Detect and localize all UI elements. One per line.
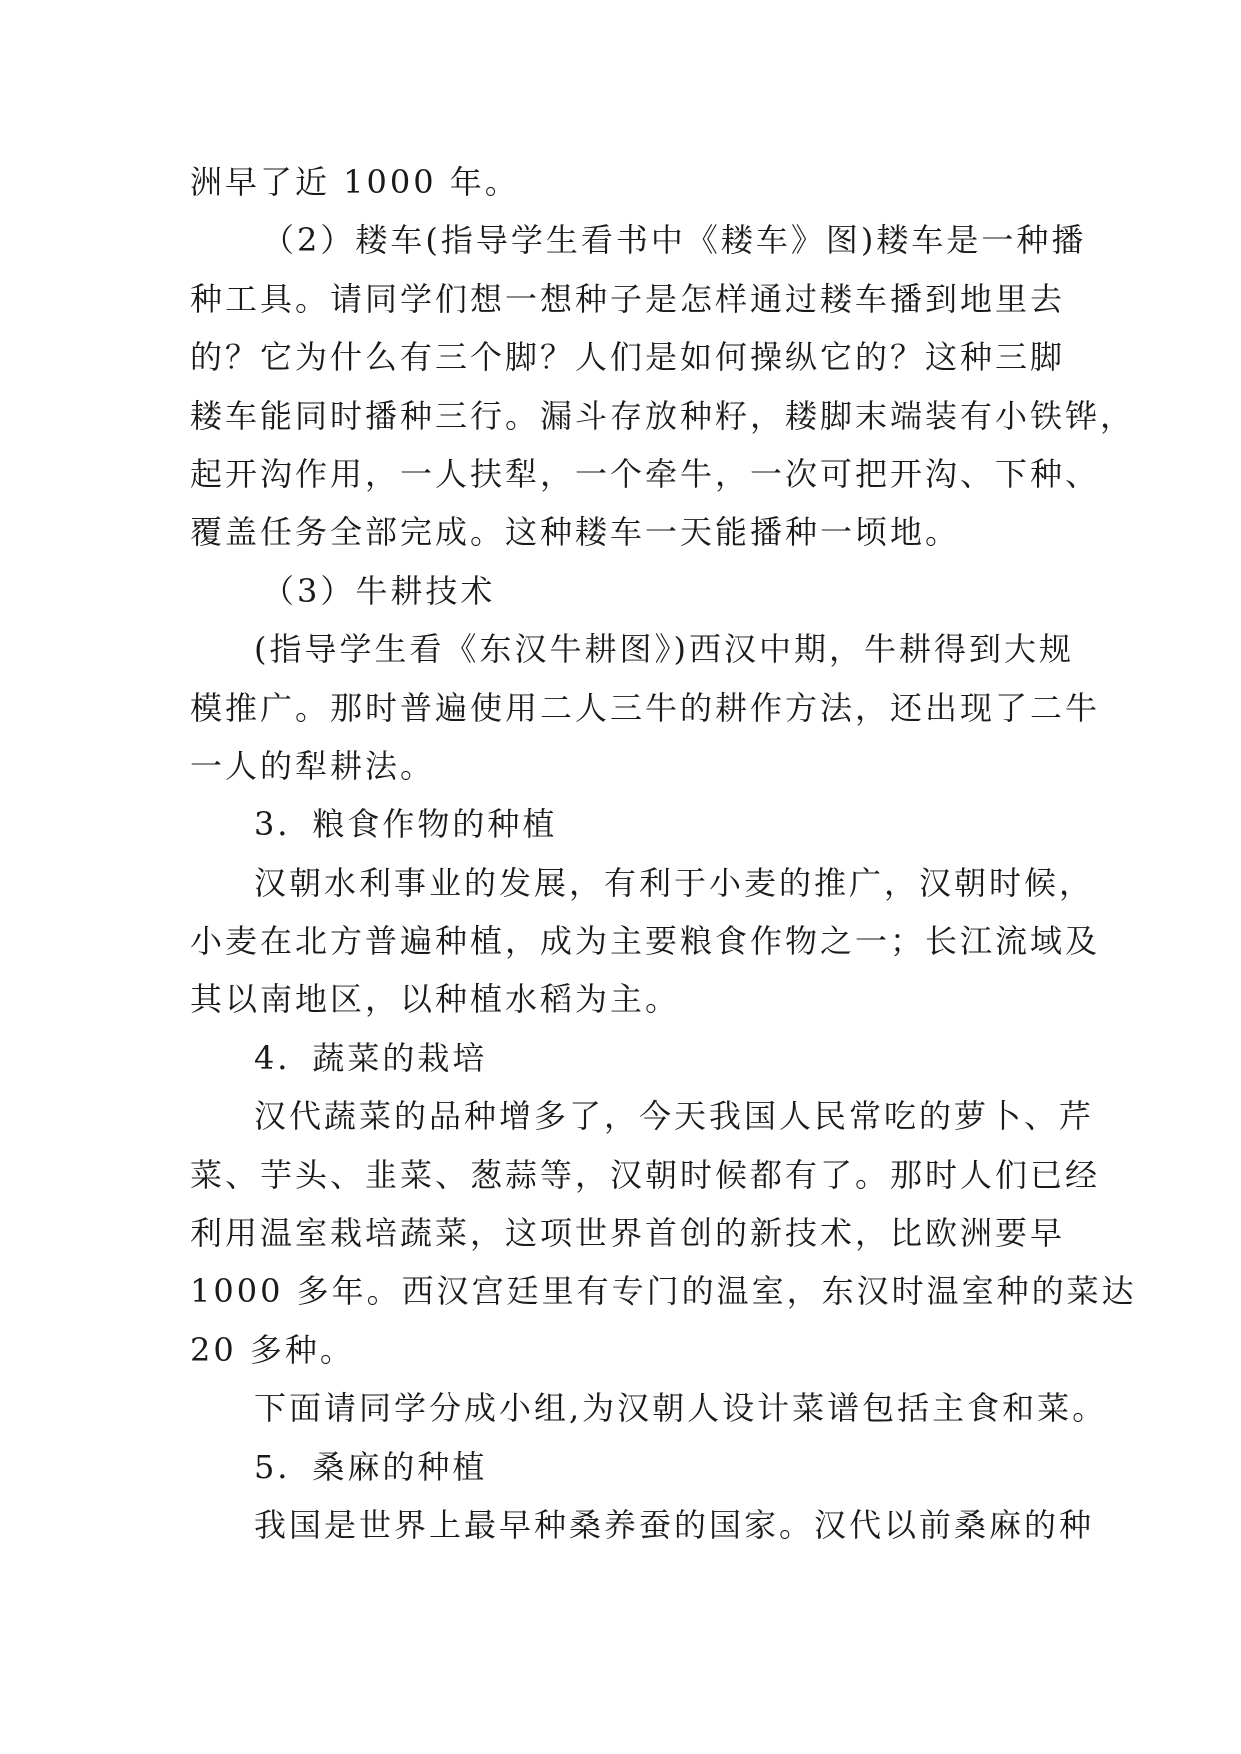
text-line: 我国是世界上最早种桑养蚕的国家。汉代以前桑麻的种 — [254, 1505, 1095, 1544]
text-line: 种工具。请同学们想一想种子是怎样通过耧车播到地里去 — [190, 279, 1066, 318]
text-line: 起开沟作用，一人扶犁，一个牵牛，一次可把开沟、下种、 — [190, 454, 1101, 493]
text-line: 汉代蔬菜的品种增多了，今天我国人民常吃的萝卜、芹 — [254, 1097, 1095, 1136]
text-line: 20 多种。 — [190, 1330, 355, 1369]
text-line: 1000 多年。西汉宫廷里有专门的温室，东汉时温室种的菜达 — [190, 1272, 1137, 1311]
text-line: 下面请同学分成小组,为汉朝人设计菜谱包括主食和菜。 — [254, 1389, 1108, 1428]
text-line: 4．蔬菜的栽培 — [254, 1038, 488, 1077]
text-line: 5．桑麻的种植 — [254, 1447, 488, 1486]
text-line: 其以南地区，以种植水稻为主。 — [190, 980, 681, 1019]
text-line: 小麦在北方普遍种植，成为主要粮食作物之一；长江流域及 — [190, 922, 1101, 961]
text-line: 3．粮食作物的种植 — [254, 805, 558, 844]
document-body — [190, 153, 1137, 1554]
text-line: 模推广。那时普遍使用二人三牛的耕作方法，还出现了二牛 — [190, 688, 1101, 727]
text-line: 菜、芋头、韭菜、葱蒜等，汉朝时候都有了。那时人们已经 — [190, 1155, 1101, 1194]
text-line: 覆盖任务全部完成。这种耧车一天能播种一顷地。 — [190, 513, 961, 552]
text-line: 一人的犁耕法。 — [190, 746, 436, 785]
text-line: (指导学生看《东汉牛耕图》)西汉中期，牛耕得到大规 — [254, 630, 1074, 669]
text-line: （3）牛耕技术 — [262, 571, 496, 610]
text-line: 洲早了近 1000 年。 — [190, 163, 520, 201]
text-line: 耧车能同时播种三行。漏斗存放种籽，耧脚末端装有小铁铧， — [190, 396, 1136, 435]
text-line: 利用温室栽培蔬菜，这项世界首创的新技术，比欧洲要早 — [190, 1214, 1066, 1253]
text-line: 汉朝水利事业的发展，有利于小麦的推广，汉朝时候， — [254, 863, 1095, 902]
text-line: （2）耧车(指导学生看书中《耧车》图)耧车是一种播 — [262, 221, 1087, 260]
text-line: 的？它为什么有三个脚？人们是如何操纵它的？这种三脚 — [190, 338, 1066, 377]
